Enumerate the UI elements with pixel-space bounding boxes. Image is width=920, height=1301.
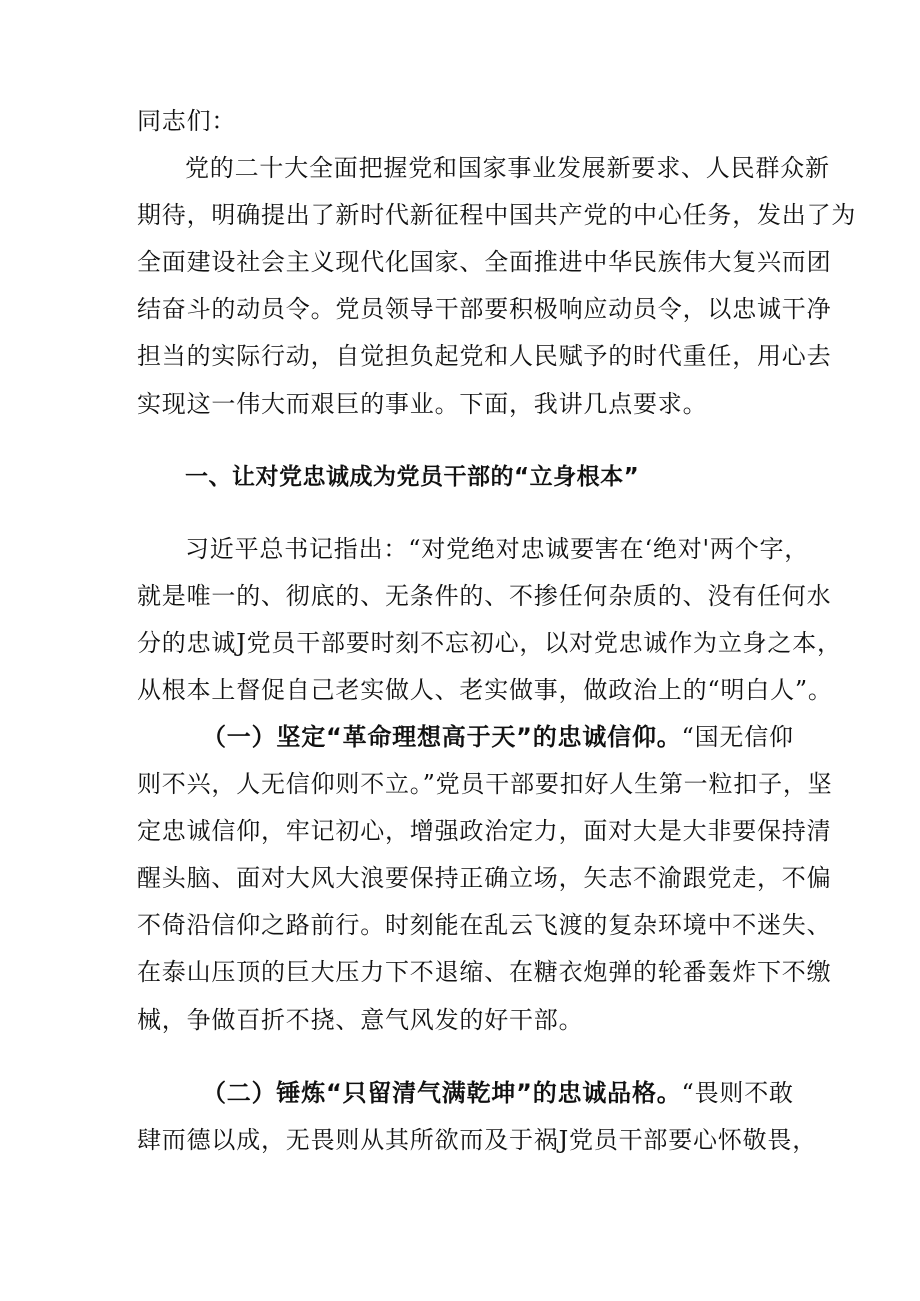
- subsection-1-line-4: 醒头脑、面对大风大浪要保持正确立场，矢志不渝跟党走，不偏: [137, 864, 832, 892]
- salutation: 同志们：: [137, 107, 237, 135]
- subsection-1-first-text: “国无信仰: [681, 723, 794, 751]
- subsection-2-line-2: 肆而德以成，无畏则从其所欲而及于祸J党员干部要心怀敬畏，: [137, 1126, 818, 1154]
- subsection-1-line-6: 在泰山压顶的巨大压力下不退缩、在糖衣炮弹的轮番轰炸下不缴: [137, 958, 832, 986]
- subsection-2-first-line: [202, 1078, 797, 1108]
- subsection-1-line-2: 则不兴，人无信仰则不立。”党员干部要扣好人生第一粒扣子，坚: [137, 770, 833, 798]
- subsection-1-first-line: [202, 722, 797, 752]
- intro-line-1: 党的二十大全面把握党和国家事业发展新要求、人民群众新: [185, 154, 830, 182]
- subsection-2-first-text: “畏则不敢: [681, 1079, 794, 1107]
- intro-line-2: 期待，明确提出了新时代新征程中国共产党的中心任务，发出了为: [137, 201, 857, 229]
- subsection-2-title: （二）锤炼“只留清气满乾坤”的忠诚品格。: [202, 1079, 682, 1107]
- section-1-line-2: 就是唯一的、彻底的、无条件的、不掺任何杂质的、没有任何水: [137, 582, 832, 610]
- section-1-heading: 一、让对党忠诚成为党员干部的“立身根本”: [185, 464, 640, 490]
- section-1-line-3: 分的忠诚J党员干部要时刻不忘初心，以对党忠诚作为立身之本，: [137, 629, 842, 657]
- intro-line-6: 实现这一伟大而艰巨的事业。下面，我讲几点要求。: [137, 390, 708, 418]
- intro-line-4: 结奋斗的动员令。党员领导干部要积极响应动员令，以忠诚干净: [137, 295, 832, 323]
- subsection-1-line-3: 定忠诚信仰，牢记初心，增强政治定力，面对大是大非要保持清: [137, 817, 832, 845]
- intro-line-5: 担当的实际行动，自觉担负起党和人民赋予的时代重任，用心去: [137, 342, 832, 370]
- subsection-1-title: （一）坚定“革命理想高于天”的忠诚信仰。: [202, 723, 682, 751]
- section-1-line-4: 从根本上督促自己老实做人、老实做事，做政治上的“明白人”。: [137, 676, 833, 704]
- intro-line-3: 全面建设社会主义现代化国家、全面推进中华民族伟大复兴而团: [137, 248, 832, 276]
- subsection-1-line-5: 不倚沿信仰之路前行。时刻能在乱云飞渡的复杂环境中不迷失、: [137, 911, 832, 939]
- section-1-line-1: 习近平总书记指出：“对党绝对忠诚要害在‘绝对'两个字，: [185, 535, 810, 563]
- subsection-1-line-7: 械，争做百折不挠、意气风发的好干部。: [137, 1006, 584, 1034]
